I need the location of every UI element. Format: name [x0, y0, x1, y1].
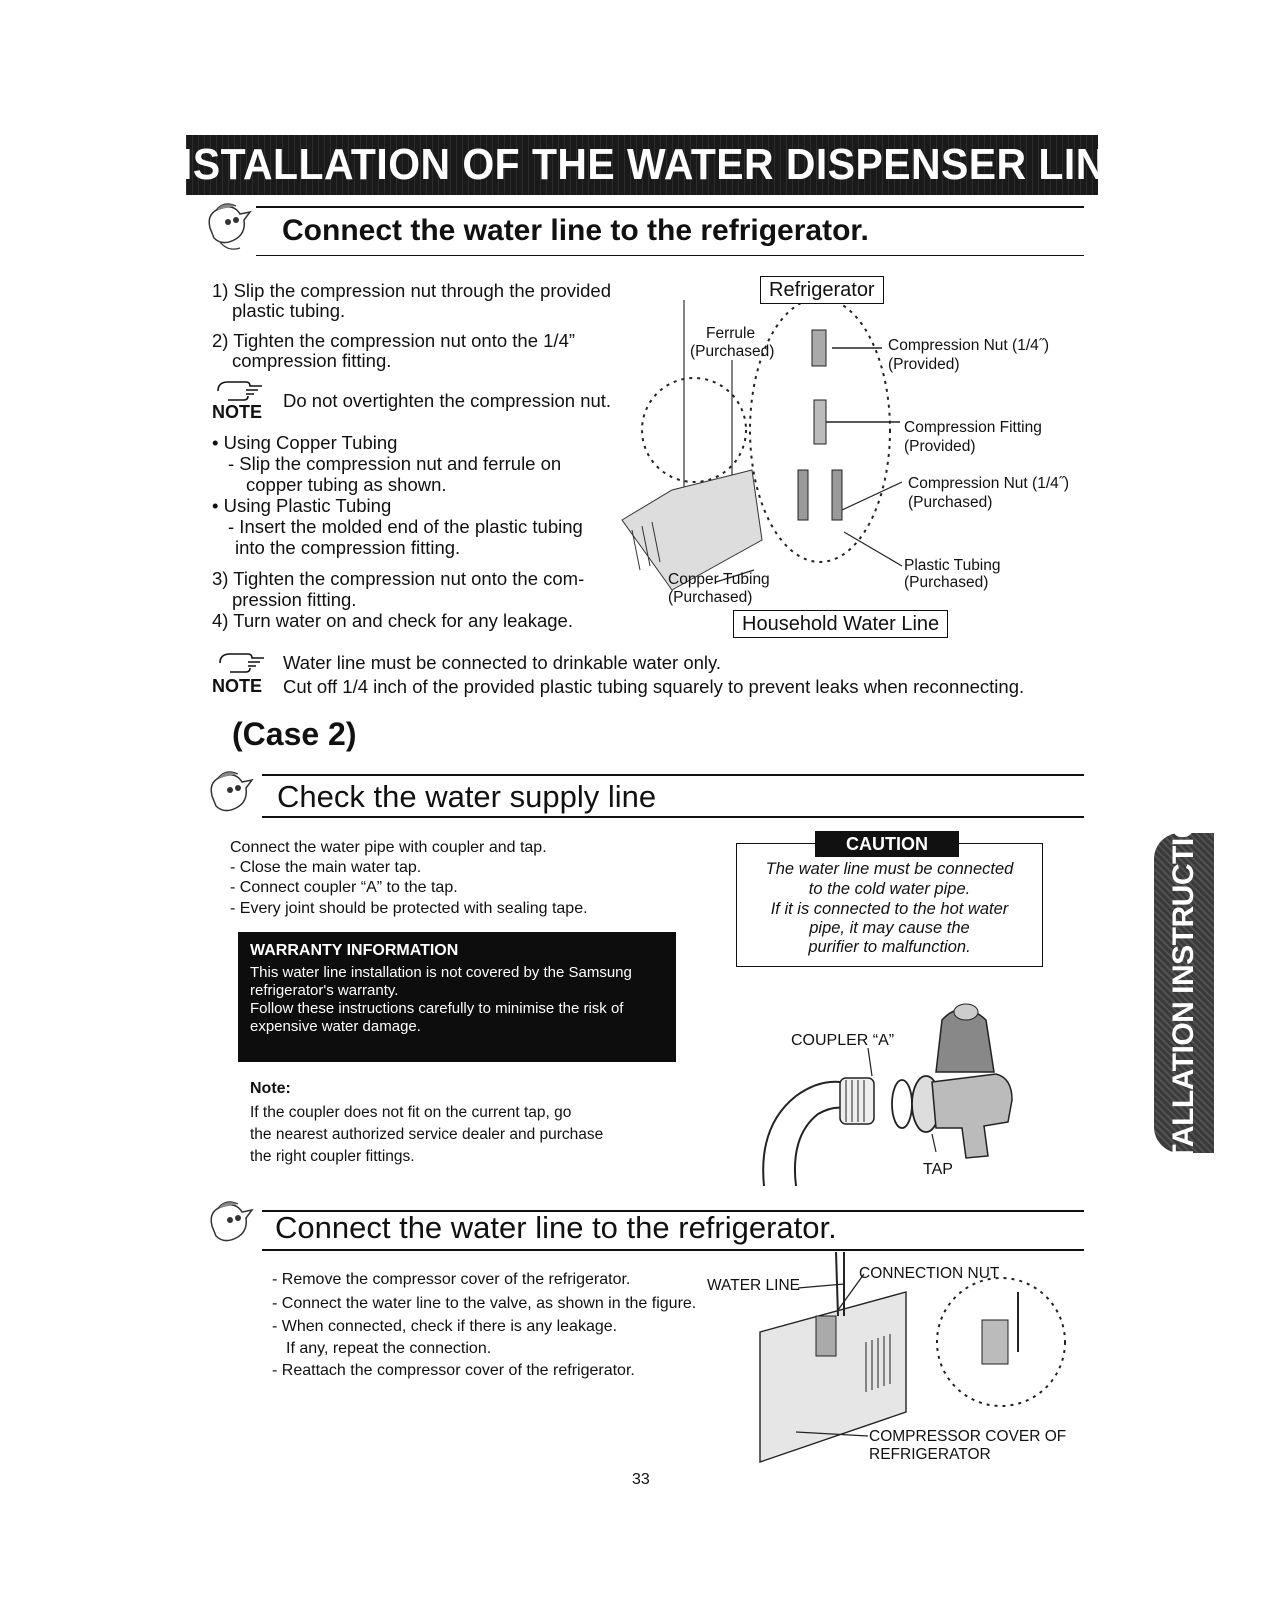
- section3-heading: Connect the water line to the refrigerator.: [275, 1210, 837, 1245]
- section-side-tab: [1154, 774, 1214, 1212]
- copper-tubing-label: Copper Tubing: [668, 571, 770, 588]
- tap-label: TAP: [923, 1161, 953, 1178]
- bullet-plastic: • Using Plastic Tubing: [212, 495, 392, 516]
- supply-line-3: - Every joint should be protected with sealing tape.: [230, 900, 588, 917]
- ferrule-label: Ferrule: [706, 325, 756, 342]
- note2-line-1: Water line must be connected to drinkable water only.: [283, 652, 722, 673]
- section3-rule-bottom: [262, 1249, 1084, 1251]
- hand-pointer-icon: [218, 652, 266, 674]
- mascot-icon: [202, 766, 260, 824]
- warranty-line: expensive water damage.: [250, 1018, 421, 1035]
- bullet-plastic-1: - Insert the molded end of the plastic tubing: [228, 516, 583, 537]
- hand-pointer-icon: [216, 380, 264, 402]
- household-water-line-label: Household Water Line: [733, 610, 948, 638]
- coupler-note-line: If the coupler does not fit on the current tap, go: [250, 1104, 572, 1121]
- bullet-plastic-2: into the compression fitting.: [235, 537, 461, 558]
- coupler-a-label: COUPLER “A”: [791, 1032, 895, 1049]
- step-4: 4) Turn water on and check for any leakage.: [212, 610, 573, 631]
- note2-line-2: Cut off 1/4 inch of the provided plastic tubing squarely to prevent leaks when reconnecting.: [283, 676, 1025, 697]
- mascot-icon: [200, 198, 258, 256]
- coupler-note-label: Note:: [250, 1080, 291, 1097]
- comp-nut-purchased-label: Compression Nut (1/4˝): [908, 475, 1070, 492]
- comp-fitting-sub: (Provided): [904, 438, 976, 455]
- comp-nut-purchased-sub: (Purchased): [908, 494, 993, 511]
- step-3-cont: pression fitting.: [232, 589, 357, 610]
- section2-rule-top: [262, 774, 1084, 776]
- warranty-line: refrigerator's warranty.: [250, 982, 399, 999]
- warranty-box: [238, 932, 676, 1062]
- plastic-tubing-sub: (Purchased): [904, 574, 989, 591]
- coupler-tap-illustration: [756, 996, 1026, 1192]
- connect-line-2: - When connected, check if there is any leakage.: [272, 1318, 618, 1335]
- comp-fitting-label: Compression Fitting: [904, 419, 1042, 436]
- supply-line-0: Connect the water pipe with coupler and tap.: [230, 839, 547, 856]
- connect-line-3: If any, repeat the connection.: [286, 1340, 492, 1357]
- caution-line: to the cold water pipe.: [808, 880, 971, 898]
- connect-line-0: - Remove the compressor cover of the refrigerator.: [272, 1271, 631, 1288]
- caution-tag: CAUTION: [815, 831, 959, 857]
- note2-label: NOTE: [212, 676, 263, 696]
- plastic-tubing-label: Plastic Tubing: [904, 557, 1001, 574]
- caution-line: pipe, it may cause the: [809, 919, 970, 937]
- connect-line-1: - Connect the water line to the valve, as shown in the figure.: [272, 1295, 697, 1312]
- section2-heading: Check the water supply line: [277, 779, 657, 814]
- mascot-icon: [202, 1196, 260, 1254]
- step-1: 1) Slip the compression nut through the provided: [212, 280, 612, 301]
- caution-line: purifier to malfunction.: [808, 938, 971, 956]
- copper-tubing-sub: (Purchased): [668, 589, 753, 606]
- warranty-line: This water line installation is not covered by the Samsung: [250, 964, 632, 981]
- connection-nut-label: CONNECTION NUT: [859, 1265, 1000, 1282]
- note1-text: Do not overtighten the compression nut.: [283, 390, 612, 411]
- page-number: 33: [632, 1471, 650, 1488]
- compressor-cover-label-2: REFRIGERATOR: [869, 1446, 991, 1463]
- supply-line-1: - Close the main water tap.: [230, 859, 422, 876]
- section1-rule-top: [256, 206, 1084, 208]
- step-2-cont: compression fitting.: [232, 350, 392, 371]
- caution-line: The water line must be connected: [765, 860, 1014, 878]
- water-line-label: WATER LINE: [707, 1277, 801, 1294]
- page-title-banner: [150, 135, 1134, 195]
- step-1-cont: plastic tubing.: [232, 300, 346, 321]
- comp-nut-provided-sub: (Provided): [888, 356, 960, 373]
- bullet-copper: • Using Copper Tubing: [212, 432, 398, 453]
- comp-nut-provided-label: Compression Nut (1/4˝): [888, 337, 1050, 354]
- refrigerator-label: Refrigerator: [760, 276, 884, 304]
- step-2: 2) Tighten the compression nut onto the 1/4”: [212, 330, 576, 351]
- section1-rule-bottom: [256, 255, 1084, 256]
- connect-line-4: - Reattach the compressor cover of the refrigerator.: [272, 1362, 635, 1379]
- bullet-copper-2: copper tubing as shown.: [246, 474, 447, 495]
- caution-line: If it is connected to the hot water: [770, 900, 1009, 918]
- side-tab-label: INSTALLATION INSTRUCTIONS: [1167, 774, 1200, 1212]
- warranty-line: Follow these instructions carefully to minimise the risk of: [250, 1000, 624, 1017]
- coupler-note-line: the nearest authorized service dealer and purchase: [250, 1126, 604, 1143]
- note1-label: NOTE: [212, 402, 263, 422]
- page-title: INSTALLATION OF THE WATER DISPENSER LINE: [150, 140, 1134, 189]
- case2-label: (Case 2): [232, 716, 357, 752]
- warranty-title: WARRANTY INFORMATION: [250, 942, 459, 959]
- section2-rule-bottom: [262, 816, 1084, 818]
- supply-line-2: - Connect coupler “A” to the tap.: [230, 879, 458, 896]
- compressor-cover-label: COMPRESSOR COVER OF: [869, 1428, 1067, 1445]
- ferrule-sub: (Purchased): [690, 343, 775, 360]
- section1-heading: Connect the water line to the refrigerator.: [282, 214, 869, 247]
- bullet-copper-1: - Slip the compression nut and ferrule on: [228, 453, 562, 474]
- step-3: 3) Tighten the compression nut onto the com-: [212, 568, 585, 589]
- coupler-note-line: the right coupler fittings.: [250, 1148, 415, 1165]
